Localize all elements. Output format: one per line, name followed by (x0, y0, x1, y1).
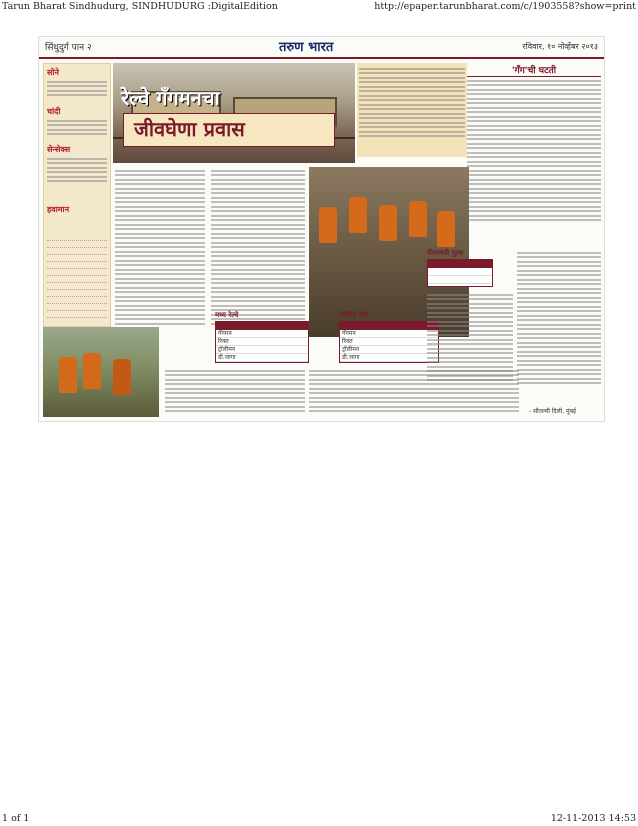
article-col-4 (517, 249, 601, 387)
sensex-heading: सेन्सेक्स (47, 145, 71, 154)
intro-box (357, 63, 467, 157)
print-title: Tarun Bharat Sindhudurg, SINDHUDURG :DigitalEdition (2, 1, 278, 12)
workers-on-track-photo (43, 327, 159, 417)
headline-top: रेल्वे गँगमनचा (121, 86, 220, 110)
weather-table (47, 234, 107, 318)
silver-heading: चांदी (47, 107, 61, 116)
article-byline: - सौजन्यी दिली, मुंबई (529, 408, 576, 415)
headline-box (123, 113, 335, 147)
gold-heading: सोने (47, 68, 59, 77)
gang-title: 'गँग'ची घटती (467, 63, 601, 77)
article-col-1 (115, 167, 205, 327)
article-col-5 (165, 367, 305, 415)
article-col-2 (211, 167, 305, 327)
print-timestamp: 12-11-2013 14:53 (550, 813, 636, 824)
central-railway-title: मध्य रेल्वे (215, 311, 239, 319)
print-url: http://epaper.tarunbharat.com/c/1903558?show=print (374, 1, 636, 12)
gang-value-table (427, 259, 493, 287)
market-sidebar (43, 63, 111, 327)
newspaper-name: तरुण भारत (279, 40, 334, 55)
page-label: सिंधुदुर्ग पान २ (45, 43, 92, 53)
weather-heading: हवामान (47, 205, 70, 214)
western-railway-title: पश्चिम रेल्वे (339, 311, 369, 319)
issue-date: रविवार, १० नोव्हेंबर २०१३ (522, 42, 598, 51)
browser-print-footer (0, 812, 638, 826)
page-count: 1 of 1 (2, 813, 30, 824)
gang-table-title: गँगमनची मूल्य (427, 249, 464, 257)
western-railway-table: गँगमन रिक्त ट्रॉलीमन डी.जागा (339, 321, 439, 363)
central-railway-table: गँगमन रिक्त ट्रॉलीमन डी.जागा (215, 321, 309, 363)
gang-article (467, 63, 601, 239)
newspaper-page (38, 36, 605, 422)
masthead (39, 37, 604, 59)
article-col-6 (309, 367, 519, 415)
browser-print-header (0, 0, 638, 14)
headline-bottom: जीवघेणा प्रवास (134, 117, 245, 141)
